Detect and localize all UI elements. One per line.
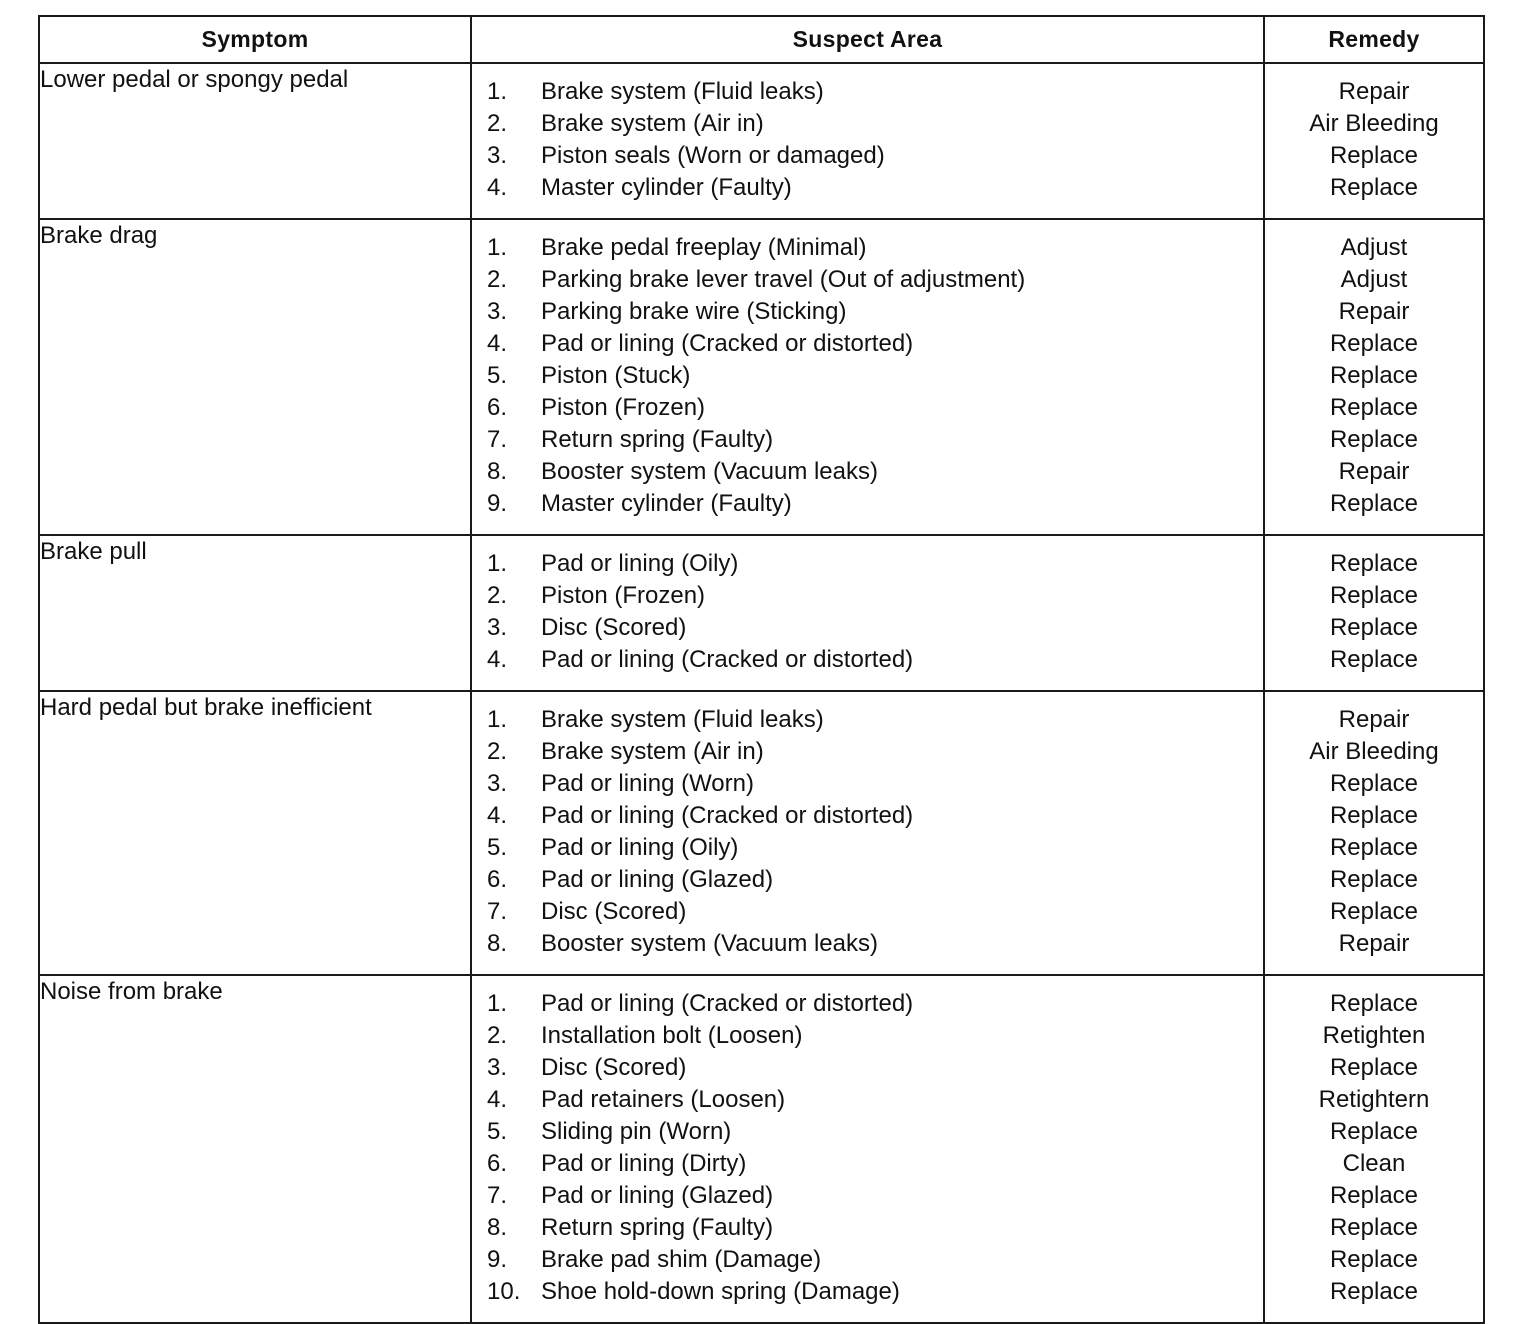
header-remedy: Remedy bbox=[1264, 16, 1484, 63]
list-item bbox=[487, 896, 1263, 928]
remedy-text: Repair bbox=[1338, 78, 1410, 105]
remedy-text: Repair bbox=[1338, 458, 1410, 485]
item-number: 9. bbox=[487, 490, 508, 517]
header-row bbox=[39, 16, 1484, 63]
item-number: 5. bbox=[487, 834, 508, 861]
suspect-area-text: Disc (Scored) bbox=[541, 614, 687, 641]
suspect-area-text: Pad or lining (Oily) bbox=[541, 550, 739, 577]
remedy-list bbox=[1265, 692, 1483, 974]
item-number: 3. bbox=[487, 142, 508, 169]
item-number: 6. bbox=[487, 1150, 508, 1177]
suspect-area-text: Brake system (Air in) bbox=[541, 110, 764, 137]
list-item bbox=[487, 800, 1263, 832]
suspect-area-cell bbox=[471, 691, 1264, 975]
item-number: 2. bbox=[487, 738, 508, 765]
remedy-text: Replace bbox=[1329, 550, 1419, 577]
table-row bbox=[39, 975, 1484, 1323]
remedy-text: Repair bbox=[1338, 930, 1410, 957]
item-number: 6. bbox=[487, 866, 508, 893]
suspect-area-text: Piston (Stuck) bbox=[541, 362, 691, 389]
list-item bbox=[487, 704, 1263, 736]
remedy-text: Replace bbox=[1329, 802, 1419, 829]
remedy-text: Replace bbox=[1329, 394, 1419, 421]
suspect-list bbox=[472, 536, 1263, 690]
list-item bbox=[487, 172, 1263, 204]
suspect-area-text: Master cylinder (Faulty) bbox=[541, 490, 792, 517]
list-item bbox=[487, 1052, 1263, 1084]
remedy-text: Replace bbox=[1329, 426, 1419, 453]
troubleshooting-table bbox=[38, 15, 1485, 1324]
list-item bbox=[487, 580, 1263, 612]
remedy-text: Repair bbox=[1338, 706, 1410, 733]
suspect-area-text: Pad or lining (Glazed) bbox=[541, 866, 774, 893]
item-number: 3. bbox=[487, 770, 508, 797]
remedy-text: Replace bbox=[1329, 614, 1419, 641]
item-number: 1. bbox=[487, 990, 508, 1017]
list-item bbox=[487, 1276, 1263, 1308]
list-item bbox=[487, 1148, 1263, 1180]
item-number: 4. bbox=[487, 174, 508, 201]
remedy-text: Replace bbox=[1329, 582, 1419, 609]
item-number: 4. bbox=[487, 1086, 508, 1113]
suspect-area-text: Return spring (Faulty) bbox=[541, 1214, 774, 1241]
suspect-area-text: Piston (Frozen) bbox=[541, 582, 706, 609]
list-item bbox=[487, 832, 1263, 864]
item-number: 3. bbox=[487, 614, 508, 641]
list-item bbox=[487, 360, 1263, 392]
list-item bbox=[487, 76, 1263, 108]
suspect-area-text: Pad or lining (Cracked or distorted) bbox=[541, 990, 914, 1017]
suspect-area-text: Pad or lining (Dirty) bbox=[541, 1150, 747, 1177]
item-number: 4. bbox=[487, 802, 508, 829]
list-item bbox=[487, 1116, 1263, 1148]
list-item bbox=[487, 988, 1263, 1020]
remedy-text: Replace bbox=[1329, 174, 1419, 201]
item-number: 7. bbox=[487, 898, 508, 925]
remedy-list bbox=[1265, 220, 1483, 534]
suspect-area-text: Parking brake lever travel (Out of adjustment) bbox=[541, 266, 1026, 293]
remedy-text: Replace bbox=[1329, 362, 1419, 389]
list-item bbox=[487, 328, 1263, 360]
remedy-list bbox=[1265, 536, 1483, 690]
suspect-area-text: Piston (Frozen) bbox=[541, 394, 706, 421]
suspect-area-text: Pad or lining (Cracked or distorted) bbox=[541, 330, 914, 357]
list-item bbox=[487, 1180, 1263, 1212]
list-item bbox=[487, 108, 1263, 140]
item-number: 1. bbox=[487, 78, 508, 105]
remedy-cell bbox=[1264, 691, 1484, 975]
remedy-text: Adjust bbox=[1340, 266, 1408, 293]
list-item bbox=[487, 864, 1263, 896]
item-number: 2. bbox=[487, 110, 508, 137]
list-item bbox=[487, 928, 1263, 960]
list-item bbox=[487, 1084, 1263, 1116]
item-number: 1. bbox=[487, 706, 508, 733]
remedy-text: Replace bbox=[1329, 490, 1419, 517]
suspect-area-text: Brake pad shim (Damage) bbox=[541, 1246, 822, 1273]
suspect-area-text: Piston seals (Worn or damaged) bbox=[541, 142, 885, 169]
remedy-text: Replace bbox=[1329, 1182, 1419, 1209]
item-number: 2. bbox=[487, 1022, 508, 1049]
list-item bbox=[487, 140, 1263, 172]
remedy-text: Replace bbox=[1329, 834, 1419, 861]
list-item bbox=[487, 264, 1263, 296]
item-number: 1. bbox=[487, 234, 508, 261]
remedy-text: Replace bbox=[1329, 990, 1419, 1017]
item-number: 3. bbox=[487, 1054, 508, 1081]
remedy-cell bbox=[1264, 975, 1484, 1323]
remedy-text: Replace bbox=[1329, 770, 1419, 797]
remedy-text: Replace bbox=[1329, 142, 1419, 169]
suspect-area-cell bbox=[471, 219, 1264, 535]
list-item bbox=[487, 736, 1263, 768]
remedy-text: Retightern bbox=[1318, 1086, 1430, 1113]
remedy-text: Adjust bbox=[1340, 234, 1408, 261]
list-item bbox=[487, 612, 1263, 644]
remedy-text: Replace bbox=[1329, 1278, 1419, 1305]
list-item bbox=[487, 1212, 1263, 1244]
item-number: 7. bbox=[487, 426, 508, 453]
header-suspect-area: Suspect Area bbox=[471, 16, 1264, 63]
remedy-text: Replace bbox=[1329, 330, 1419, 357]
suspect-area-text: Booster system (Vacuum leaks) bbox=[541, 930, 878, 957]
suspect-area-text: Pad or lining (Cracked or distorted) bbox=[541, 802, 914, 829]
table-row bbox=[39, 691, 1484, 975]
header-symptom: Symptom bbox=[39, 16, 471, 63]
list-item bbox=[487, 296, 1263, 328]
suspect-area-text: Installation bolt (Loosen) bbox=[541, 1022, 803, 1049]
remedy-text: Replace bbox=[1329, 1054, 1419, 1081]
suspect-area-text: Booster system (Vacuum leaks) bbox=[541, 458, 878, 485]
remedy-text: Replace bbox=[1329, 898, 1419, 925]
list-item bbox=[487, 768, 1263, 800]
item-number: 2. bbox=[487, 582, 508, 609]
item-number: 3. bbox=[487, 298, 508, 325]
suspect-area-text: Disc (Scored) bbox=[541, 898, 687, 925]
symptom-cell: Noise from brake bbox=[39, 975, 471, 1323]
suspect-list bbox=[472, 692, 1263, 974]
remedy-text: Clean bbox=[1342, 1150, 1406, 1177]
suspect-area-cell bbox=[471, 975, 1264, 1323]
suspect-area-text: Brake system (Fluid leaks) bbox=[541, 78, 824, 105]
suspect-area-text: Disc (Scored) bbox=[541, 1054, 687, 1081]
remedy-text: Replace bbox=[1329, 646, 1419, 673]
remedy-text: Repair bbox=[1338, 298, 1410, 325]
item-number: 8. bbox=[487, 458, 508, 485]
list-item bbox=[487, 1244, 1263, 1276]
item-number: 4. bbox=[487, 330, 508, 357]
suspect-list bbox=[472, 976, 1263, 1322]
item-number: 10. bbox=[487, 1278, 521, 1305]
symptom-cell: Hard pedal but brake inefficient bbox=[39, 691, 471, 975]
suspect-area-text: Brake system (Air in) bbox=[541, 738, 764, 765]
symptom-cell: Lower pedal or spongy pedal bbox=[39, 63, 471, 219]
suspect-area-cell bbox=[471, 63, 1264, 219]
suspect-area-text: Brake pedal freeplay (Minimal) bbox=[541, 234, 867, 261]
remedy-text: Retighten bbox=[1322, 1022, 1426, 1049]
list-item bbox=[487, 456, 1263, 488]
item-number: 9. bbox=[487, 1246, 508, 1273]
suspect-area-text: Sliding pin (Worn) bbox=[541, 1118, 732, 1145]
suspect-list bbox=[472, 220, 1263, 534]
table-row bbox=[39, 219, 1484, 535]
suspect-area-text: Shoe hold-down spring (Damage) bbox=[541, 1278, 900, 1305]
suspect-list bbox=[472, 64, 1263, 218]
list-item bbox=[487, 1020, 1263, 1052]
item-number: 5. bbox=[487, 1118, 508, 1145]
remedy-list bbox=[1265, 64, 1483, 218]
suspect-area-text: Pad or lining (Cracked or distorted) bbox=[541, 646, 914, 673]
item-number: 4. bbox=[487, 646, 508, 673]
table-row bbox=[39, 535, 1484, 691]
list-item bbox=[487, 644, 1263, 676]
suspect-area-text: Master cylinder (Faulty) bbox=[541, 174, 792, 201]
item-number: 1. bbox=[487, 550, 508, 577]
remedy-cell bbox=[1264, 535, 1484, 691]
remedy-text: Replace bbox=[1329, 1246, 1419, 1273]
list-item bbox=[487, 424, 1263, 456]
item-number: 6. bbox=[487, 394, 508, 421]
list-item bbox=[487, 232, 1263, 264]
suspect-area-text: Pad retainers (Loosen) bbox=[541, 1086, 786, 1113]
table-body bbox=[39, 63, 1484, 1323]
symptom-cell: Brake drag bbox=[39, 219, 471, 535]
remedy-text: Air Bleeding bbox=[1309, 110, 1439, 137]
suspect-area-text: Pad or lining (Worn) bbox=[541, 770, 754, 797]
suspect-area-text: Return spring (Faulty) bbox=[541, 426, 774, 453]
suspect-area-text: Brake system (Fluid leaks) bbox=[541, 706, 824, 733]
suspect-area-cell bbox=[471, 535, 1264, 691]
list-item bbox=[487, 548, 1263, 580]
suspect-area-text: Pad or lining (Oily) bbox=[541, 834, 739, 861]
suspect-area-text: Pad or lining (Glazed) bbox=[541, 1182, 774, 1209]
remedy-cell bbox=[1264, 63, 1484, 219]
remedy-text: Replace bbox=[1329, 1118, 1419, 1145]
table-row bbox=[39, 63, 1484, 219]
remedy-text: Replace bbox=[1329, 866, 1419, 893]
list-item bbox=[487, 392, 1263, 424]
remedy-cell bbox=[1264, 219, 1484, 535]
list-item bbox=[487, 488, 1263, 520]
item-number: 5. bbox=[487, 362, 508, 389]
suspect-area-text: Parking brake wire (Sticking) bbox=[541, 298, 847, 325]
item-number: 2. bbox=[487, 266, 508, 293]
symptom-cell: Brake pull bbox=[39, 535, 471, 691]
remedy-list bbox=[1265, 976, 1483, 1322]
item-number: 8. bbox=[487, 1214, 508, 1241]
remedy-text: Replace bbox=[1329, 1214, 1419, 1241]
remedy-text: Air Bleeding bbox=[1309, 738, 1439, 765]
item-number: 7. bbox=[487, 1182, 508, 1209]
item-number: 8. bbox=[487, 930, 508, 957]
